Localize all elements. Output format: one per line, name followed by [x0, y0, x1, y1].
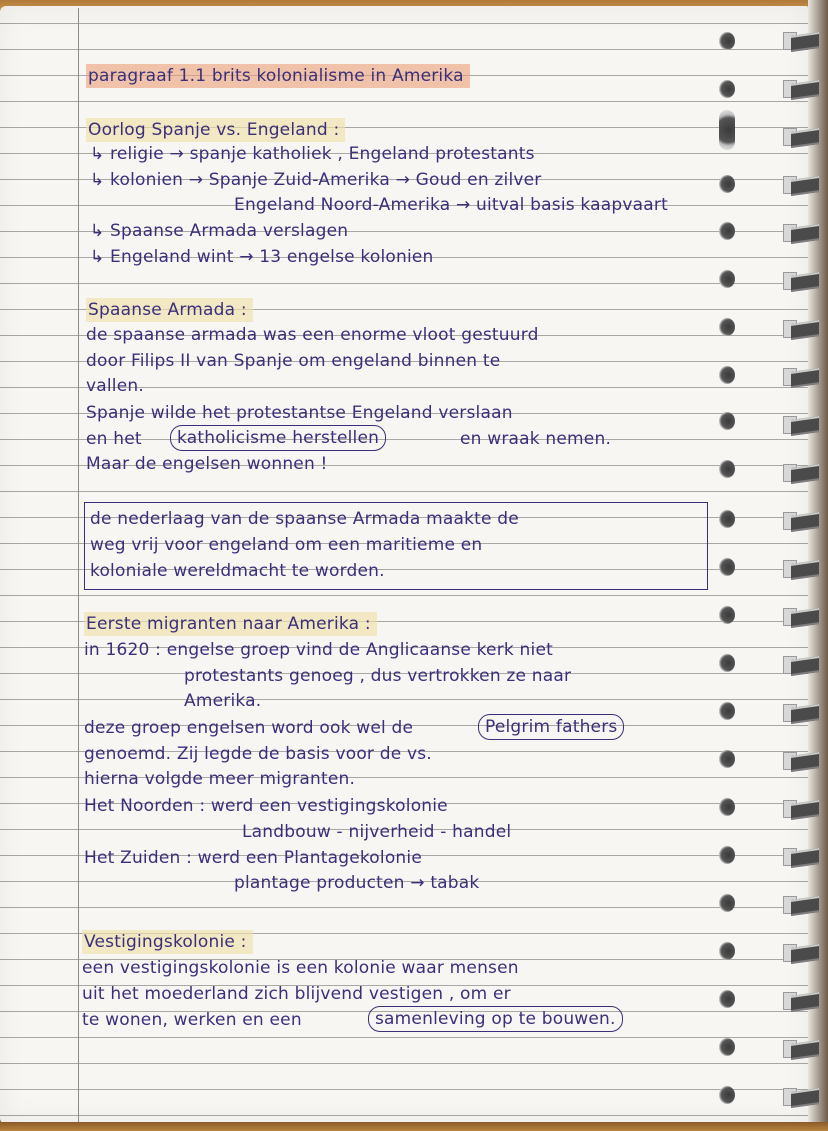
spiral-ring — [783, 510, 819, 530]
spiral-ring — [783, 30, 819, 50]
boxed-line: weg vrij voor engeland om een maritieme en — [90, 535, 483, 555]
note-line: vallen. — [86, 376, 144, 396]
spiral-ring — [783, 78, 819, 98]
punch-hole — [719, 222, 735, 240]
spiral-ring — [783, 174, 819, 194]
spiral-ring — [783, 1038, 819, 1058]
note-line: in 1620 : engelse groep vind de Anglicaanse kerk niet — [84, 640, 553, 660]
note-line: protestants genoeg , dus vertrokken ze naar — [184, 666, 572, 686]
punch-hole — [719, 80, 735, 98]
punch-hole — [719, 654, 735, 672]
spiral-ring — [783, 270, 819, 290]
spiral-ring — [783, 414, 819, 434]
punch-hole — [719, 558, 735, 576]
punch-hole — [719, 510, 735, 528]
clouded-term: samenleving op te bouwen. — [368, 1006, 623, 1032]
punch-hole — [719, 1038, 735, 1056]
note-line: hierna volgde meer migranten. — [84, 769, 356, 789]
margin-line — [78, 8, 79, 1124]
punch-hole — [719, 1086, 735, 1104]
note-line: ↳ Spaanse Armada verslagen — [90, 221, 349, 241]
note-line: ↳ Engeland wint → 13 engelse kolonien — [90, 247, 434, 267]
punch-hole — [719, 606, 735, 624]
punch-hole — [719, 894, 735, 912]
note-line: Landbouw - nijverheid - handel — [242, 822, 512, 842]
punch-hole — [719, 942, 735, 960]
spiral-ring — [783, 462, 819, 482]
punch-hole — [719, 798, 735, 816]
note-line: Amerika. — [184, 691, 262, 711]
spiral-ring — [783, 606, 819, 626]
section-heading-vestigingskolonie: Vestigingskolonie : — [82, 930, 253, 954]
note-line: de spaanse armada was een enorme vloot gestuurd — [86, 325, 539, 345]
spiral-ring — [783, 126, 819, 146]
spiral-ring — [783, 894, 819, 914]
spiral-ring — [783, 558, 819, 578]
punch-hole — [719, 846, 735, 864]
section-heading-spaanse-armada: Spaanse Armada : — [86, 298, 253, 322]
punch-hole — [719, 412, 735, 430]
punch-hole — [719, 990, 735, 1008]
page-title: paragraaf 1.1 brits kolonialisme in Amerika — [86, 64, 470, 88]
note-line: genoemd. Zij legde de basis voor de vs. — [84, 744, 432, 764]
punch-hole — [719, 702, 735, 720]
punch-hole — [719, 750, 735, 768]
spiral-ring — [783, 990, 819, 1010]
note-line: door Filips II van Spanje om engeland binnen te — [86, 351, 501, 371]
spiral-ring — [783, 222, 819, 242]
punch-hole — [719, 270, 735, 288]
spiral-ring — [783, 846, 819, 866]
note-line: plantage producten → tabak — [234, 873, 480, 893]
spiral-ring — [783, 318, 819, 338]
clouded-term: Pelgrim fathers — [478, 714, 624, 740]
note-line: deze groep engelsen word ook wel de — [84, 718, 414, 738]
punch-hole — [719, 460, 735, 478]
section-heading-eerste-migranten: Eerste migranten naar Amerika : — [84, 612, 377, 636]
note-line: Spanje wilde het protestantse Engeland verslaan — [86, 403, 513, 423]
punch-hole — [719, 175, 735, 193]
punch-hole — [719, 318, 735, 336]
clouded-term: katholicisme herstellen — [170, 425, 386, 451]
note-line: Engeland Noord-Amerika → uitval basis kaapvaart — [234, 195, 668, 215]
spiral-ring — [783, 702, 819, 722]
section-heading-oorlog: Oorlog Spanje vs. Engeland : — [86, 118, 345, 142]
punch-hole — [719, 32, 735, 50]
boxed-line: koloniale wereldmacht te worden. — [90, 561, 385, 581]
desk-surface-bottom — [0, 1122, 828, 1131]
note-line: ↳ kolonien → Spanje Zuid-Amerika → Goud en zilver — [90, 170, 542, 190]
note-line: en het — [86, 429, 142, 449]
boxed-line: de nederlaag van de spaanse Armada maakte de — [90, 509, 519, 529]
note-line: een vestigingskolonie is een kolonie waar mensen — [82, 958, 519, 978]
spiral-ring — [783, 942, 819, 962]
note-line: Het Noorden : werd een vestigingskolonie — [84, 796, 448, 816]
spiral-ring — [783, 366, 819, 386]
spiral-ring — [783, 1086, 819, 1106]
note-line: uit het moederland zich blijvend vestigen , om er — [82, 984, 511, 1004]
spiral-ring — [783, 654, 819, 674]
note-line: Het Zuiden : werd een Plantagekolonie — [84, 848, 422, 868]
spiral-ring — [783, 750, 819, 770]
punch-hole — [719, 110, 735, 150]
note-line: ↳ religie → spanje katholiek , Engeland protestants — [90, 144, 535, 164]
note-line: Maar de engelsen wonnen ! — [86, 454, 328, 474]
punch-hole — [719, 366, 735, 384]
note-line: te wonen, werken en een — [82, 1010, 302, 1030]
spiral-ring — [783, 798, 819, 818]
note-line: en wraak nemen. — [460, 429, 612, 449]
